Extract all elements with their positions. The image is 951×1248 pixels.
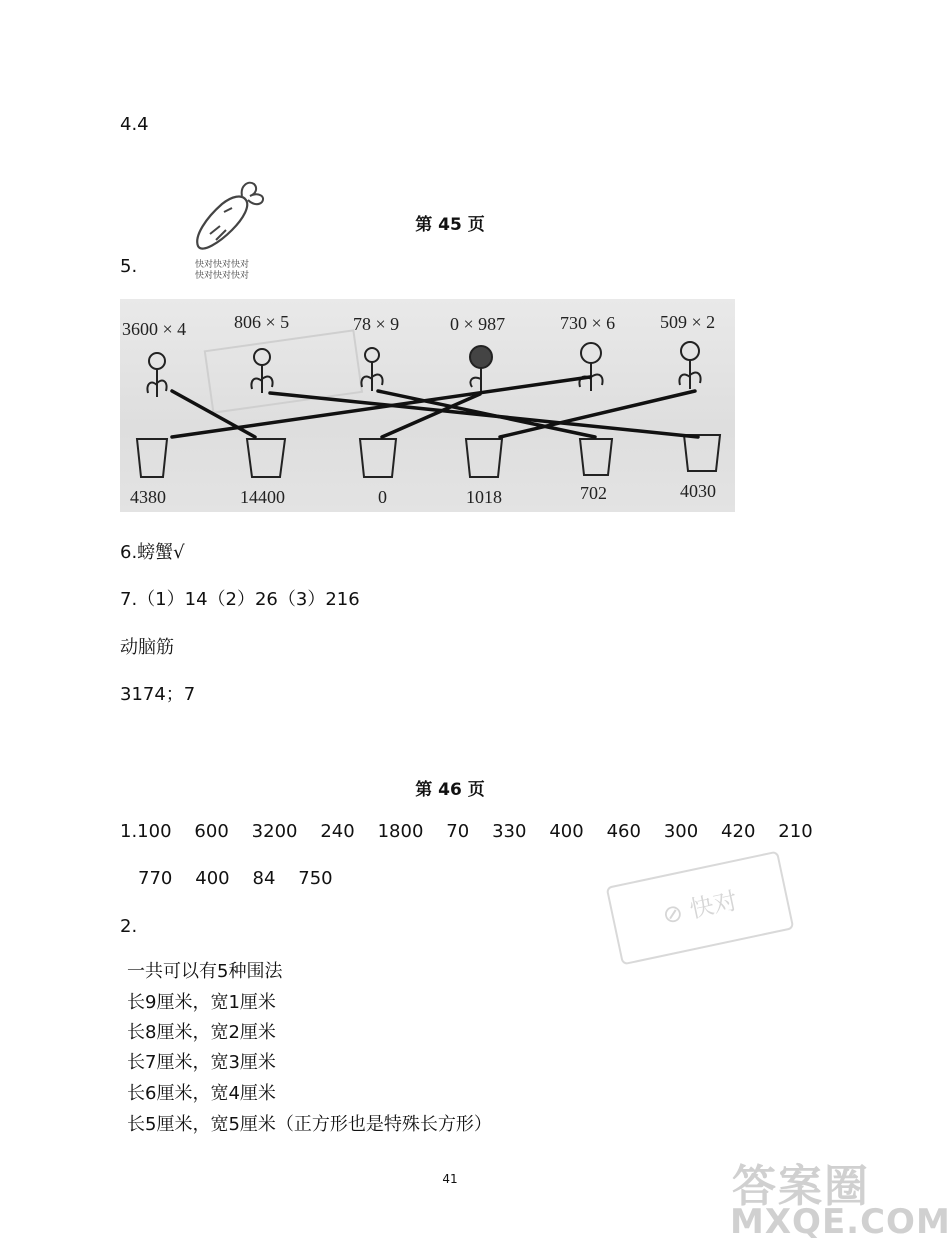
watermark-small-text-2: 快对快对快对	[195, 271, 250, 281]
answer-value-6: 4030	[680, 481, 716, 501]
corner-watermark-logo	[720, 1150, 951, 1248]
expr-6: 509 × 2	[660, 312, 716, 332]
expr-2: 806 × 5	[234, 312, 290, 332]
heading-page-45: 第 45 页	[415, 215, 485, 235]
watermark-small-text-1: 快对快对快对	[195, 260, 250, 270]
answer-7: 7.（1）14（2）26（3）216	[120, 589, 360, 610]
page-number: 41	[442, 1172, 458, 1186]
answer-value-2: 14400	[240, 487, 285, 507]
bucket-icon-4	[466, 439, 502, 477]
flower-icon-1	[147, 353, 166, 397]
p46-answer-2-label: 2.	[120, 916, 138, 937]
bucket-icon-3	[360, 439, 396, 477]
p46-answer-2-line: 长9厘米，宽1厘米	[127, 992, 276, 1013]
p46-answer-2-line: 长8厘米，宽2厘米	[127, 1022, 276, 1043]
p46-answer-1-line-2: 770 400 84 750	[138, 868, 333, 889]
matching-figure	[120, 299, 735, 512]
expr-3: 78 × 9	[353, 314, 400, 334]
expr-1: 3600 × 4	[122, 319, 187, 339]
p46-answer-2-line: 长6厘米，宽4厘米	[127, 1083, 276, 1104]
answer-value-4: 1018	[466, 487, 502, 507]
bucket-icon-6	[684, 435, 720, 471]
answer-value-3: 0	[378, 487, 387, 507]
bucket-icon-2	[247, 439, 285, 477]
bucket-icon-5	[580, 439, 612, 475]
answer-value-5: 702	[580, 483, 607, 503]
p46-answer-2-line: 长5厘米，宽5厘米（正方形也是特殊长方形）	[127, 1114, 492, 1135]
flower-icon-3	[361, 348, 382, 391]
p46-answer-2-line: 长7厘米，宽3厘米	[127, 1052, 276, 1073]
answer-6: 6.螃蟹√	[120, 542, 185, 563]
kuaidui-stamp-watermark	[606, 851, 795, 966]
flower-icon-5	[579, 343, 602, 391]
expr-5: 730 × 6	[560, 313, 616, 333]
p46-answer-1-line-1: 1.100 600 3200 240 1800 70 330 400 460 300 420 210	[120, 821, 813, 842]
corner-watermark-title: 答案圈	[732, 1161, 870, 1212]
bucket-icon-1	[137, 439, 167, 477]
flower-icon-2	[251, 349, 272, 393]
expr-4: 0 × 987	[450, 314, 506, 334]
stamp-check-icon: ⊘	[660, 897, 686, 930]
brain-teaser-answer: 3174；7	[120, 684, 196, 705]
brain-teaser-title: 动脑筋	[120, 637, 174, 658]
stamp-text: 快对	[687, 886, 740, 924]
heading-page-46: 第 46 页	[415, 780, 485, 800]
answer-4-4: 4.4	[120, 114, 149, 135]
answer-5-label: 5.	[120, 256, 138, 277]
flower-icon-4	[470, 346, 492, 391]
corner-watermark-url: MXQE.COM	[730, 1202, 951, 1242]
p46-answer-2-line: 一共可以有5种围法	[127, 961, 283, 982]
flower-icon-6	[679, 342, 700, 389]
answer-value-1: 4380	[130, 487, 166, 507]
